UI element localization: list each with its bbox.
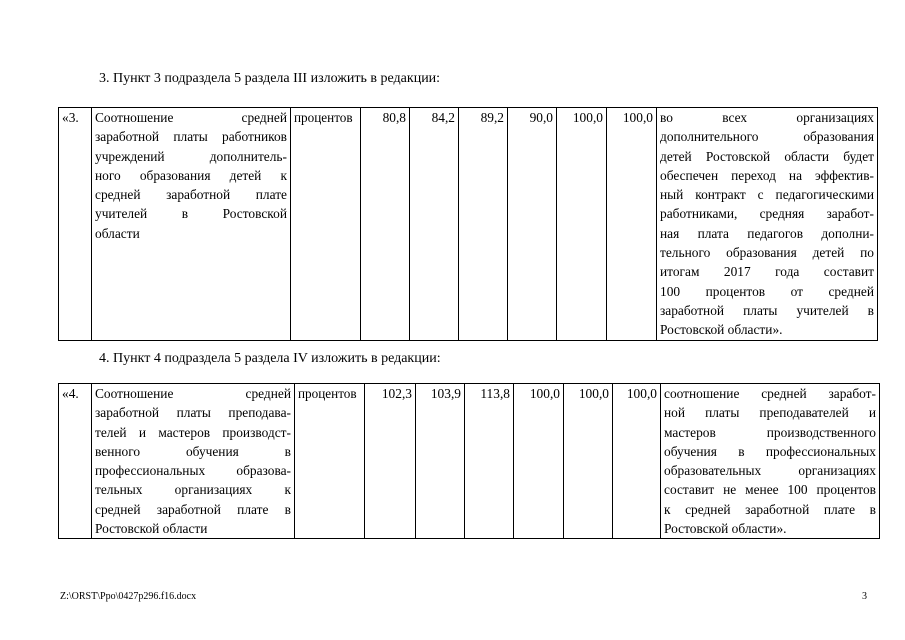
value-cell: 113,8	[465, 384, 514, 539]
text-line: дополнительного образования	[660, 129, 874, 145]
value-cell: 100,0	[514, 384, 564, 539]
text-line: детей Ростовской области будет	[660, 148, 874, 164]
text-line: телей и мастеров производст-	[95, 424, 291, 440]
value-cell: 89,2	[459, 108, 508, 341]
text-line: ной платы преподавателей и	[664, 405, 876, 421]
text-line: венного обучения в	[95, 443, 291, 459]
text-line: заработной платы учителей в	[660, 302, 874, 318]
text-line: средней заработной плате в	[95, 501, 291, 517]
unit-of-measure: процентов	[291, 108, 361, 341]
text-line: во всех организациях	[660, 110, 874, 125]
value-cell: 100,0	[557, 108, 607, 341]
item-number: «3.	[59, 108, 92, 341]
text-line: ного образования детей к	[95, 167, 287, 183]
text-line: работниками, средняя заработ-	[660, 206, 874, 222]
text-line: средней заработной плате	[95, 187, 287, 203]
text-line: мастеров производственного	[664, 424, 876, 440]
value-cell: 100,0	[564, 384, 613, 539]
text-line: тельного образования детей по	[660, 245, 874, 261]
text-line: обеспечен переход на эффектив-	[660, 167, 874, 183]
note-cell	[657, 108, 878, 341]
footer-file-path: Z:\ORST\Ppo\0427p296.f16.docx	[60, 591, 197, 602]
value-cell: 103,9	[416, 384, 465, 539]
text-line: образовательных организациях	[664, 463, 876, 479]
indicator-name	[92, 108, 291, 341]
section-3-heading: 3. Пункт 3 подраздела 5 раздела III изложить в редакции:	[99, 71, 441, 86]
value-cell: 100,0	[613, 384, 661, 539]
value-cell: 100,0	[607, 108, 657, 341]
text-line: Ростовской области».	[660, 322, 783, 338]
text-line: учителей в Ростовской	[95, 206, 287, 222]
table-row	[59, 384, 880, 539]
text-line: к средней заработной плате в	[664, 501, 876, 517]
value-cell: 84,2	[410, 108, 459, 341]
text-line: Ростовской области	[95, 521, 208, 537]
section-4-heading: 4. Пункт 4 подраздела 5 раздела IV изложить в редакции:	[99, 351, 441, 366]
item-number: «4.	[59, 384, 92, 539]
text-line: соотношение средней заработ-	[664, 386, 876, 401]
text-line: профессиональных образова-	[95, 463, 291, 479]
text-line: области	[95, 225, 140, 241]
value-cell: 80,8	[361, 108, 410, 341]
table-row	[59, 108, 878, 341]
text-line: Соотношение средней	[95, 110, 287, 125]
text-line: Ростовской области».	[664, 521, 787, 537]
indicator-name	[92, 384, 295, 539]
text-line: заработной платы работников	[95, 129, 287, 145]
text-line: итогам 2017 года составит	[660, 264, 874, 280]
text-line: учреждений дополнитель-	[95, 148, 287, 164]
text-line: 100 процентов от средней	[660, 283, 874, 299]
text-line: тельных организациях к	[95, 482, 291, 498]
unit-of-measure: процентов	[295, 384, 365, 539]
section-4-table	[58, 383, 880, 539]
text-line: Соотношение средней	[95, 386, 291, 401]
note-cell	[661, 384, 880, 539]
value-cell: 90,0	[508, 108, 557, 341]
text-line: составит не менее 100 процентов	[664, 482, 876, 498]
text-line: ный контракт с педагогическими	[660, 187, 874, 203]
text-line: ная плата педагогов дополни-	[660, 225, 874, 241]
text-line: заработной платы преподава-	[95, 405, 291, 421]
section-3-table	[58, 107, 878, 341]
text-line: обучения в профессиональных	[664, 443, 876, 459]
value-cell: 102,3	[365, 384, 416, 539]
page-number: 3	[862, 591, 867, 602]
